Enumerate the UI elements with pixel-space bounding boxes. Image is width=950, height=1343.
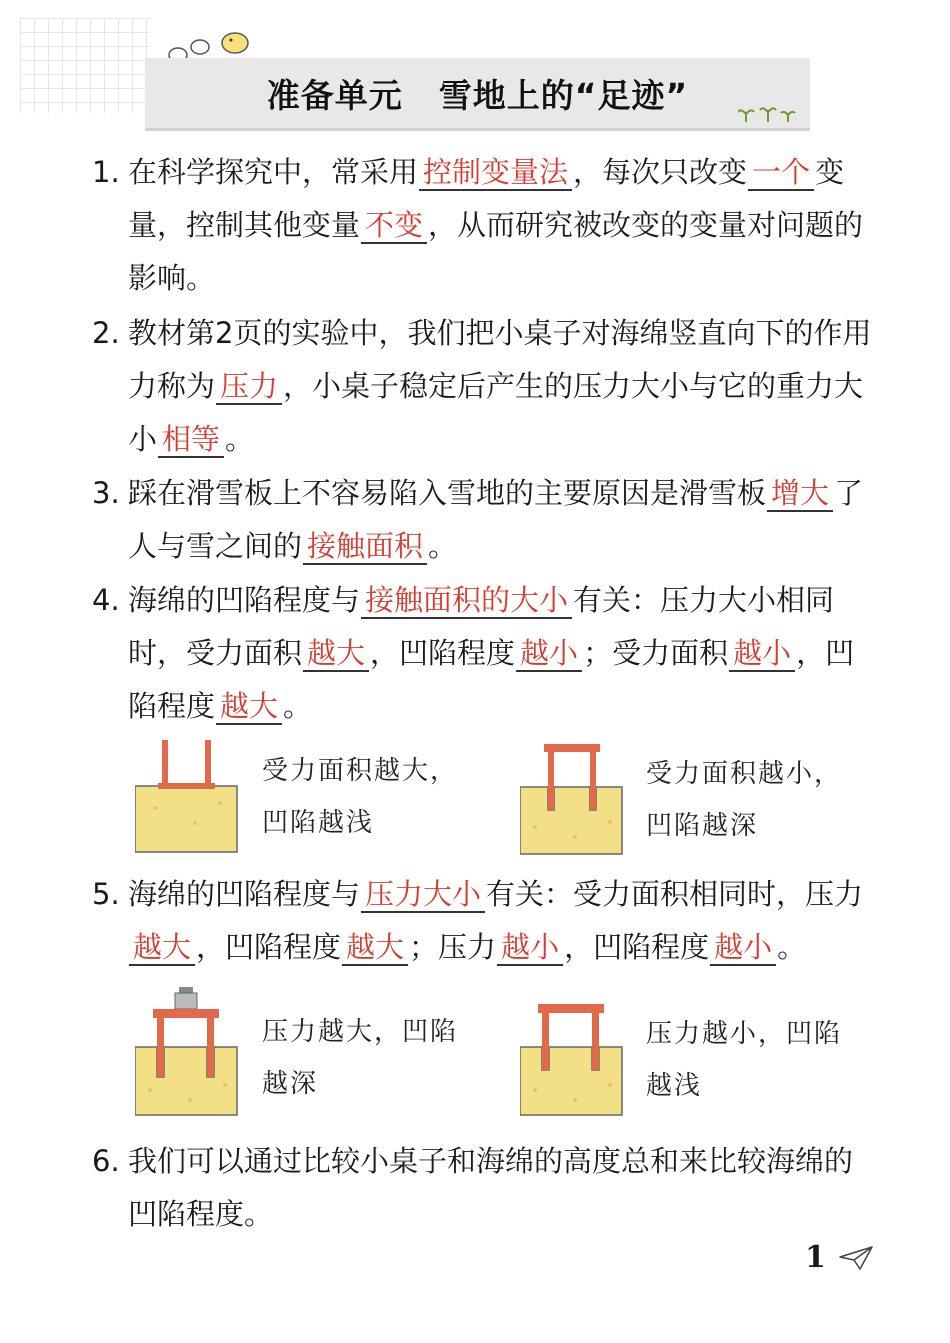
sponge-small-area-diagram [520,742,625,857]
text: 。 [225,422,255,456]
caption-line: 凹陷越浅 [262,808,375,838]
text: ，凹陷程度 [128,636,855,723]
sponge-small-pressure-diagram [520,1000,625,1117]
caption-line: 受力面积越小， [646,759,843,789]
text: 踩在滑雪板上不容易陷入雪地的主要原因是滑雪板 [128,476,767,510]
answer-blank: 控制变量法 [419,155,572,191]
text: 海绵的凹陷程度与 [128,583,361,617]
answer-blank: 越小 [516,636,582,672]
question-number: 1. [92,155,120,189]
question-number: 2. [92,316,120,350]
caption-line: 压力越小，凹陷 [646,1019,843,1049]
question-3 [92,467,872,573]
caption [646,1008,842,1112]
question-1 [92,146,872,305]
text: 有关：压力大小相同时，受力面积 [128,583,835,670]
answer-blank: 增大 [767,476,833,512]
text: ；受力面积 [583,636,729,670]
sponge-large-pressure-diagram [135,985,240,1117]
text: 。 [777,930,807,964]
answer-blank: 越大 [303,636,369,672]
caption-line: 凹陷越深 [646,811,759,841]
text: ，小桌子稳定后产生的压力大小与它的重力大小 [128,369,864,456]
answer-blank: 越大 [342,930,408,966]
caption [646,748,842,852]
sprout-icon [738,104,798,124]
paper-plane-icon [838,1245,874,1271]
question-6 [92,1135,872,1241]
text: 教材第2页的实验中，我们把小桌子对海绵竖直向下的作用力称为 [128,316,872,403]
caption [262,745,458,849]
answer-blank: 越小 [497,930,563,966]
answer-blank: 压力 [216,369,282,405]
text: 在科学探究中，常采用 [128,155,419,189]
question-5 [92,868,872,974]
answer-blank: 接触面积 [303,529,427,565]
caption-line: 越浅 [646,1071,703,1101]
caption [262,1006,458,1110]
question-number: 5. [92,877,120,911]
caption-line: 受力面积越大， [262,756,459,786]
text: ，从而研究被改变的变量对问题的影响。 [128,208,864,295]
answer-blank: 越小 [710,930,776,966]
text: 我们可以通过比较小桌子和海绵的高度总和来比较海绵的凹陷程度。 [128,1144,854,1231]
page-title [267,70,688,117]
question-4 [92,574,872,733]
text: ，凹陷程度 [564,930,710,964]
text: 有关：受力面积相同时，压力 [486,877,864,911]
question-number: 6. [92,1144,120,1178]
answer-blank: 越大 [129,930,195,966]
answer-blank: 压力大小 [361,877,485,913]
question-number: 3. [92,476,120,510]
page-number: 1 [805,1240,826,1275]
text: 海绵的凹陷程度与 [128,877,361,911]
question-number: 4. [92,583,120,617]
answer-blank: 越大 [216,689,282,725]
answer-blank: 一个 [748,155,814,191]
text: ；压力 [409,930,497,964]
text: 变量，控制其他变量 [128,155,845,242]
grid-decoration [20,18,150,113]
caption-line: 越深 [262,1069,319,1099]
unit-label: 准备单元 [266,75,403,115]
answer-blank: 不变 [361,208,427,244]
text: ，每次只改变 [573,155,748,189]
answer-blank: 越小 [729,636,795,672]
text: ，凹陷程度 [370,636,516,670]
caption-line: 压力越大，凹陷 [262,1017,459,1047]
text: ，凹陷程度 [196,930,342,964]
answer-blank: 接触面积的大小 [361,583,572,619]
text: 。 [283,689,313,723]
question-2 [92,307,872,466]
text: 了人与雪之间的 [128,476,864,563]
unit-title: 雪地上的“足迹” [438,75,689,115]
text: 。 [428,529,458,563]
answer-blank: 相等 [158,422,224,458]
title-banner [145,58,810,131]
sponge-large-area-diagram [135,738,240,853]
